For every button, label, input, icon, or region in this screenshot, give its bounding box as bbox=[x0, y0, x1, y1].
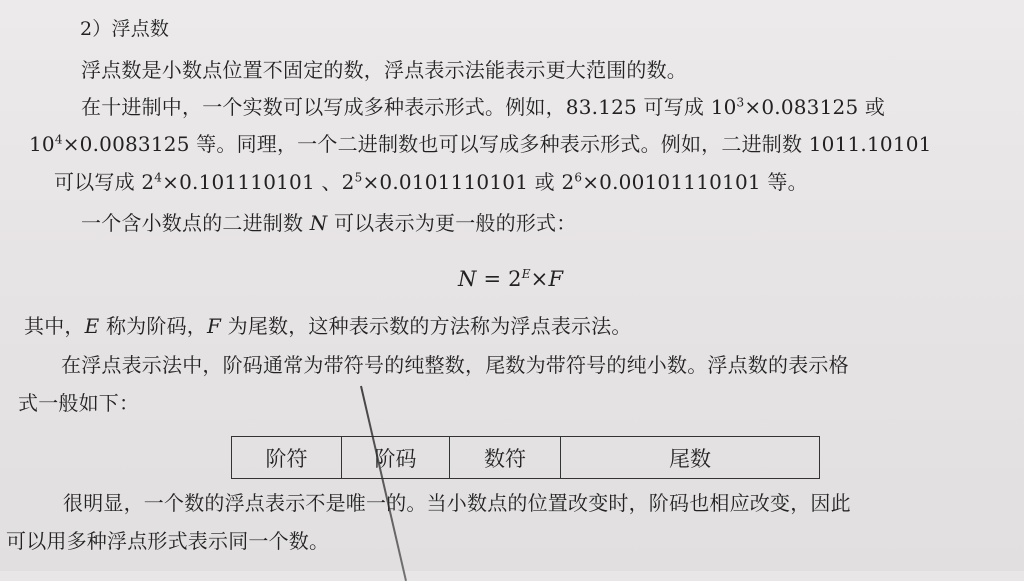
line-5-part-a: 一个含小数点的二进制数 bbox=[81, 211, 310, 235]
bleed-line-8 bbox=[734, 259, 1024, 296]
table-cell-exponent: 阶码 bbox=[342, 437, 450, 478]
line-6-part-a: 其中， bbox=[24, 314, 85, 338]
line-2-superscript: 3 bbox=[736, 95, 745, 110]
line-4-part-c: ×0.0101110101 或 2 bbox=[362, 170, 575, 194]
line-5-part-b: 可以表示为更一般的形式： bbox=[327, 211, 577, 235]
bleed-line-7 bbox=[734, 222, 1024, 259]
line-4-superscript-3: 6 bbox=[574, 170, 583, 185]
floating-point-format-table bbox=[231, 436, 820, 479]
line-6-part-c: 为尾数，这种表示数的方法称为浮点表示法。 bbox=[221, 314, 632, 338]
line-4-part-a: 可以写成 2 bbox=[54, 170, 155, 194]
line-4-superscript-2: 5 bbox=[354, 170, 363, 185]
section-heading: 2）浮点数 bbox=[80, 18, 170, 40]
paragraph-line-10: 可以用多种浮点形式表示同一个数。 bbox=[6, 529, 330, 553]
paragraph-line-4 bbox=[54, 167, 808, 197]
line-3-part-b: ×0.0083125 等。同理，一个二进制数也可以写成多种表示形式。例如，二进制数 1011.10101 bbox=[62, 132, 932, 156]
paragraph-line-1: 浮点数是小数点位置不固定的数，浮点表示法能表示更大范围的数。 bbox=[81, 58, 687, 82]
line-4-superscript-1: 4 bbox=[154, 170, 163, 185]
line-6-part-b: 称为阶码， bbox=[99, 314, 207, 338]
table-cell-mantissa: 尾数 bbox=[669, 446, 711, 471]
variable-n: N bbox=[309, 211, 328, 235]
page-crease-line bbox=[360, 386, 407, 581]
bleed-line-2 bbox=[734, 37, 1024, 74]
formula-n: N bbox=[458, 267, 477, 291]
line-2-part-a: 在十进制中，一个实数可以写成多种表示形式。例如，83.125 可写成 10 bbox=[81, 95, 737, 119]
paragraph-line-3 bbox=[29, 129, 932, 159]
table-cell-exponent-sign: 阶符 bbox=[232, 437, 342, 478]
line-6-e: E bbox=[84, 314, 100, 338]
paragraph-line-7: 在浮点表示法中，阶码通常为带符号的纯整数，尾数为带符号的纯小数。浮点数的表示格 bbox=[61, 353, 849, 377]
formula-exponent-e: E bbox=[521, 267, 531, 281]
formula-line bbox=[458, 264, 563, 294]
line-3-superscript: 4 bbox=[54, 132, 63, 147]
bleed-line-9 bbox=[734, 296, 1024, 333]
bleed-line-15 bbox=[734, 518, 1024, 555]
show-through-texture bbox=[734, 0, 1024, 571]
line-4-part-d: ×0.00101110101 等。 bbox=[582, 170, 808, 194]
paragraph-line-9: 很明显，一个数的浮点表示不是唯一的。当小数点的位置改变时，阶码也相应改变，因此 bbox=[63, 491, 851, 515]
paragraph-line-6 bbox=[24, 311, 632, 341]
paragraph-line-8: 式一般如下： bbox=[18, 391, 140, 415]
bleed-line-1 bbox=[734, 0, 1024, 37]
formula-equals-two: = 2 bbox=[476, 267, 522, 291]
paragraph-line-2 bbox=[81, 92, 885, 122]
table-cell-mantissa-sign: 数符 bbox=[450, 437, 561, 478]
formula-f: F bbox=[548, 267, 564, 291]
formula-times: × bbox=[530, 267, 549, 291]
line-3-part-a: 10 bbox=[29, 132, 55, 156]
line-4-part-b: ×0.101110101 、2 bbox=[162, 170, 355, 194]
paragraph-line-5 bbox=[81, 208, 576, 238]
line-6-f: F bbox=[206, 314, 222, 338]
line-2-part-b: ×0.083125 或 bbox=[744, 95, 886, 119]
